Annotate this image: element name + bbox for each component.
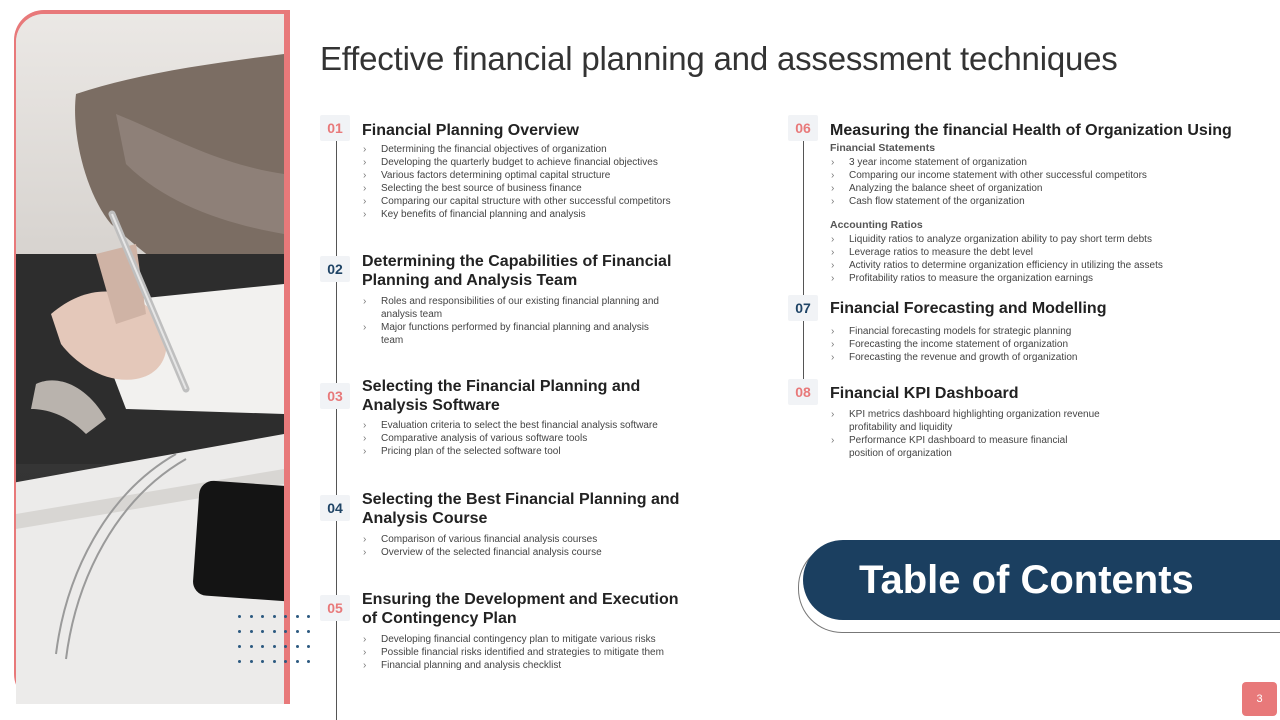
decor-dot (307, 615, 310, 618)
list-item: › Pricing plan of the selected software tool (362, 445, 722, 458)
subhead-accounting-ratios: Accounting Ratios (830, 219, 923, 231)
section-items-01 (362, 143, 722, 221)
slide-title: Effective financial planning and assessment techniques (320, 40, 1118, 77)
list-item: › Analyzing the balance sheet of organization (830, 182, 1250, 195)
writing-hand-illustration (16, 14, 284, 704)
decor-dot (238, 615, 241, 618)
list-item: › Various factors determining optimal capital structure (362, 169, 722, 182)
list-item: › Comparing our capital structure with other successful competitors (362, 195, 722, 208)
list-item: › Developing financial contingency plan to mitigate various risks (362, 633, 722, 646)
dot-grid-decoration (238, 615, 318, 671)
list-item: › Developing the quarterly budget to achieve financial objectives (362, 156, 722, 169)
decor-dot (250, 630, 253, 633)
list-item: › Major functions performed by financial planning and analysis team (362, 321, 662, 347)
section-items-04 (362, 533, 722, 559)
section-title-07: Financial Forecasting and Modelling (830, 300, 1107, 317)
list-item: › Comparative analysis of various software tools (362, 432, 722, 445)
list-item: › KPI metrics dashboard highlighting organization revenue profitability and liquidity (830, 408, 1100, 434)
toc-banner: Table of Contents (803, 540, 1280, 620)
page-number-badge: 3 (1242, 682, 1277, 716)
section-number-03: 03 (320, 383, 350, 409)
decor-dot (261, 615, 264, 618)
section-title-03: Selecting the Financial Planning and Analysis Software (362, 378, 641, 414)
section-number-08: 08 (788, 379, 818, 405)
list-item: › Leverage ratios to measure the debt level (830, 246, 1250, 259)
section-number-05: 05 (320, 595, 350, 621)
section-items-05 (362, 633, 722, 672)
list-item: › Comparison of various financial analysis courses (362, 533, 722, 546)
decor-dot (307, 630, 310, 633)
section-items-02 (362, 295, 662, 347)
decor-dot (261, 645, 264, 648)
section-number-04: 04 (320, 495, 350, 521)
section-items-06b (830, 233, 1250, 285)
section-number-01: 01 (320, 115, 350, 141)
list-item: › Roles and responsibilities of our existing financial planning and analysis team (362, 295, 662, 321)
timeline-line-left (336, 140, 337, 720)
timeline-line-right (803, 140, 804, 380)
decor-dot (296, 615, 299, 618)
section-title-04: Selecting the Best Financial Planning and Analysis Course (362, 491, 680, 527)
decor-dot (238, 660, 241, 663)
decor-dot (273, 615, 276, 618)
decor-dot (284, 615, 287, 618)
decor-dot (261, 630, 264, 633)
section-number-07: 07 (788, 295, 818, 321)
decor-dot (250, 645, 253, 648)
list-item: › Forecasting the income statement of organization (830, 338, 1230, 351)
decor-dot (250, 615, 253, 618)
decor-dot (296, 645, 299, 648)
section-title-01: Financial Planning Overview (362, 122, 579, 139)
list-item: › Liquidity ratios to analyze organization ability to pay short term debts (830, 233, 1250, 246)
decor-dot (273, 645, 276, 648)
list-item: › Comparing our income statement with other successful competitors (830, 169, 1250, 182)
decor-dot (261, 660, 264, 663)
decor-dot (250, 660, 253, 663)
list-item: › Key benefits of financial planning and analysis (362, 208, 722, 221)
subhead-financial-statements: Financial Statements (830, 142, 936, 154)
decor-dot (296, 660, 299, 663)
decor-dot (284, 645, 287, 648)
section-items-06a (830, 156, 1250, 208)
hero-photo (16, 14, 284, 704)
decor-dot (284, 630, 287, 633)
list-item: › Evaluation criteria to select the best financial analysis software (362, 419, 722, 432)
list-item: › 3 year income statement of organization (830, 156, 1250, 169)
section-number-02: 02 (320, 256, 350, 282)
list-item: › Performance KPI dashboard to measure financial position of organization (830, 434, 1100, 460)
section-items-07 (830, 325, 1230, 364)
list-item: › Determining the financial objectives of organization (362, 143, 722, 156)
decor-dot (284, 660, 287, 663)
section-items-08 (830, 408, 1100, 460)
decor-dot (273, 660, 276, 663)
decor-dot (273, 630, 276, 633)
list-item: › Profitability ratios to measure the organization earnings (830, 272, 1250, 285)
list-item: › Financial forecasting models for strategic planning (830, 325, 1230, 338)
list-item: › Cash flow statement of the organization (830, 195, 1250, 208)
section-items-03 (362, 419, 722, 458)
list-item: › Possible financial risks identified and strategies to mitigate them (362, 646, 722, 659)
section-title-08: Financial KPI Dashboard (830, 385, 1019, 402)
list-item: › Financial planning and analysis checklist (362, 659, 722, 672)
section-number-06: 06 (788, 115, 818, 141)
section-title-06: Measuring the financial Health of Organization Using (830, 122, 1232, 139)
section-title-02: Determining the Capabilities of Financial Planning and Analysis Team (362, 253, 672, 289)
list-item: › Overview of the selected financial analysis course (362, 546, 722, 559)
list-item: › Activity ratios to determine organization efficiency in utilizing the assets (830, 259, 1250, 272)
decor-dot (238, 645, 241, 648)
decor-dot (307, 645, 310, 648)
list-item: › Selecting the best source of business finance (362, 182, 722, 195)
section-title-05: Ensuring the Development and Execution of Contingency Plan (362, 591, 679, 627)
decor-dot (307, 660, 310, 663)
decor-dot (238, 630, 241, 633)
decor-dot (296, 630, 299, 633)
list-item: › Forecasting the revenue and growth of organization (830, 351, 1230, 364)
